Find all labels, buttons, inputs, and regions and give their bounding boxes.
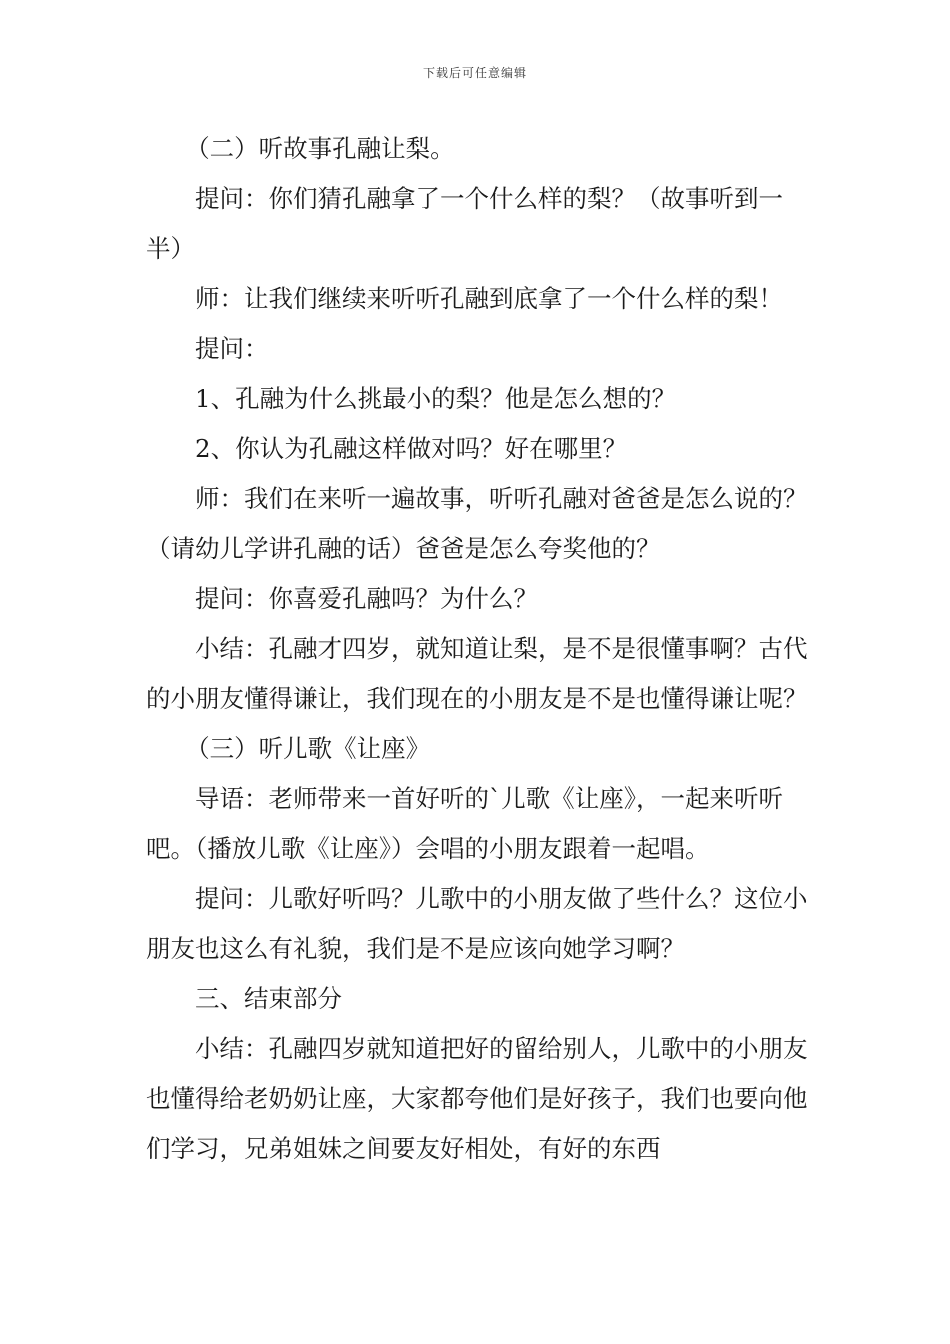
paragraph-question-pear: 提问：你们猜孔融拿了一个什么样的梨？（故事听到一半） bbox=[146, 184, 783, 263]
paragraph-question-like: 提问：你喜爱孔融吗？为什么？ bbox=[195, 584, 538, 613]
paragraph-teacher-continue: 师：让我们继续来听听孔融到底拿了一个什么样的梨！ bbox=[195, 284, 783, 313]
paragraph-summary-ending: 小结：孔融四岁就知道把好的留给别人，儿歌中的小朋友也懂得给老奶奶让座，大家都夸他们是好孩子，我们也要向他们学习，兄弟姐妹之间要友好相处，有好的东西 bbox=[146, 1034, 808, 1163]
paragraph-summary-story: 小结：孔融才四岁，就知道让梨，是不是很懂事啊？古代的小朋友懂得谦让，我们现在的小朋友是不是也懂得谦让呢？ bbox=[146, 634, 808, 713]
paragraph-question-2: 2、你认为孔融这样做对吗？好在哪里？ bbox=[195, 434, 628, 463]
paragraph-question-1: 1、孔融为什么挑最小的梨？他是怎么想的？ bbox=[195, 384, 677, 413]
section-heading-song: （三）听儿歌《让座》 bbox=[185, 734, 431, 763]
section-heading-story: （二）听故事孔融让梨。 bbox=[185, 134, 455, 163]
paragraph-intro-song: 导语：老师带来一首好听的`儿歌《让座》，一起来听听吧。（播放儿歌《让座》）会唱的小朋友跟着一起唱。 bbox=[146, 784, 783, 863]
paragraph-teacher-retell: 师：我们在来听一遍故事，听听孔融对爸爸是怎么说的？（请幼儿学讲孔融的话）爸爸是怎么夸奖他的？ bbox=[146, 484, 808, 563]
document-body bbox=[146, 124, 808, 1174]
paragraph-question-label: 提问： bbox=[195, 334, 269, 363]
page-header-note: 下载后可任意编辑 bbox=[422, 66, 527, 80]
section-heading-ending: 三、结束部分 bbox=[195, 984, 342, 1013]
paragraph-question-song: 提问：儿歌好听吗？儿歌中的小朋友做了些什么？这位小朋友也这么有礼貌，我们是不是应该向她学习啊？ bbox=[146, 884, 808, 963]
